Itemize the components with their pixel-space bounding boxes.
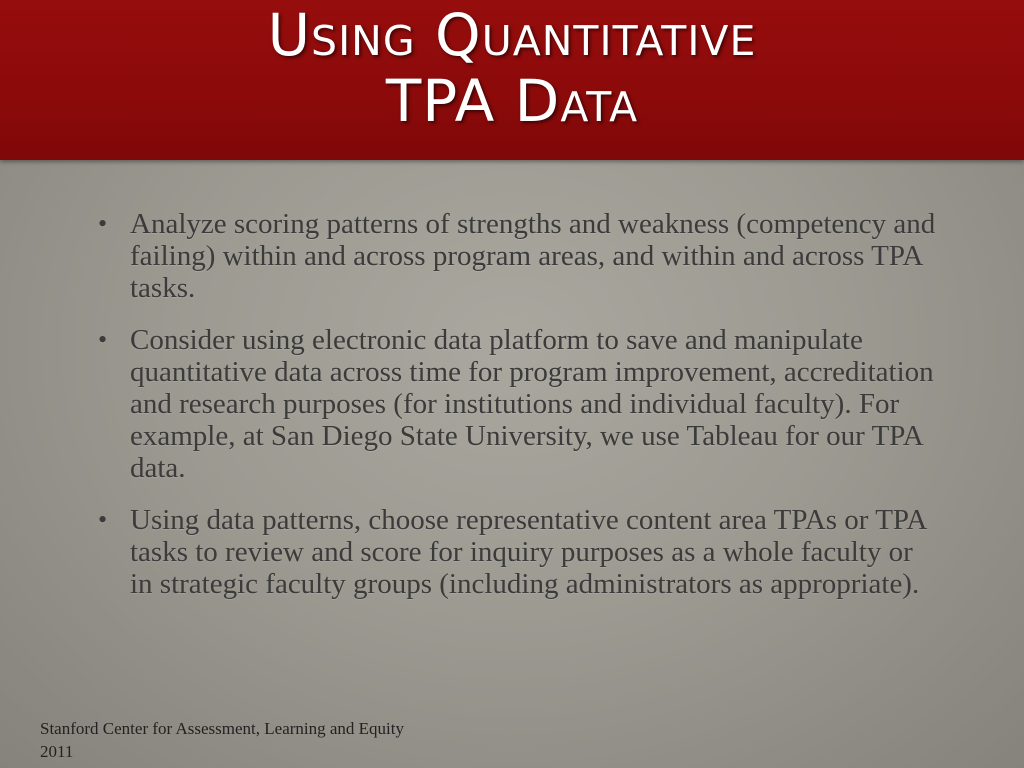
title-band [0, 0, 1024, 160]
footer-year: 2011 [40, 742, 74, 761]
bullet-item-1 [98, 208, 938, 304]
bullet-text-2: Consider using electronic data platform to save and manipulate quantitative data across time for program improvement, accreditation and research purposes (for institutions and individual faculty). For example, at San Diego State University, we use Tableau for our TPA data. [130, 324, 934, 484]
slide-title-line-1: Using Quantitative [267, 1, 757, 69]
slide-title [0, 2, 1024, 134]
footer-organization: Stanford Center for Assessment, Learning and Equity [40, 719, 405, 738]
slide-title-line-2: TPA Data [385, 67, 639, 135]
bullet-marker: • [98, 209, 108, 238]
bullet-marker: • [98, 505, 108, 534]
bullet-text-3: Using data patterns, choose representative content area TPAs or TPA tasks to review and score for inquiry purposes as a whole faculty or in strategic faculty groups (including administrators as appropriate). [130, 504, 926, 600]
bullet-marker: • [98, 325, 108, 354]
bullet-text-1: Analyze scoring patterns of strengths and weakness (competency and failing) within and across program areas, and within and across TPA tasks. [130, 208, 936, 304]
bullet-item-3 [98, 504, 938, 600]
footer [40, 717, 404, 763]
bullet-item-2 [98, 324, 938, 484]
bullet-list [98, 208, 938, 620]
